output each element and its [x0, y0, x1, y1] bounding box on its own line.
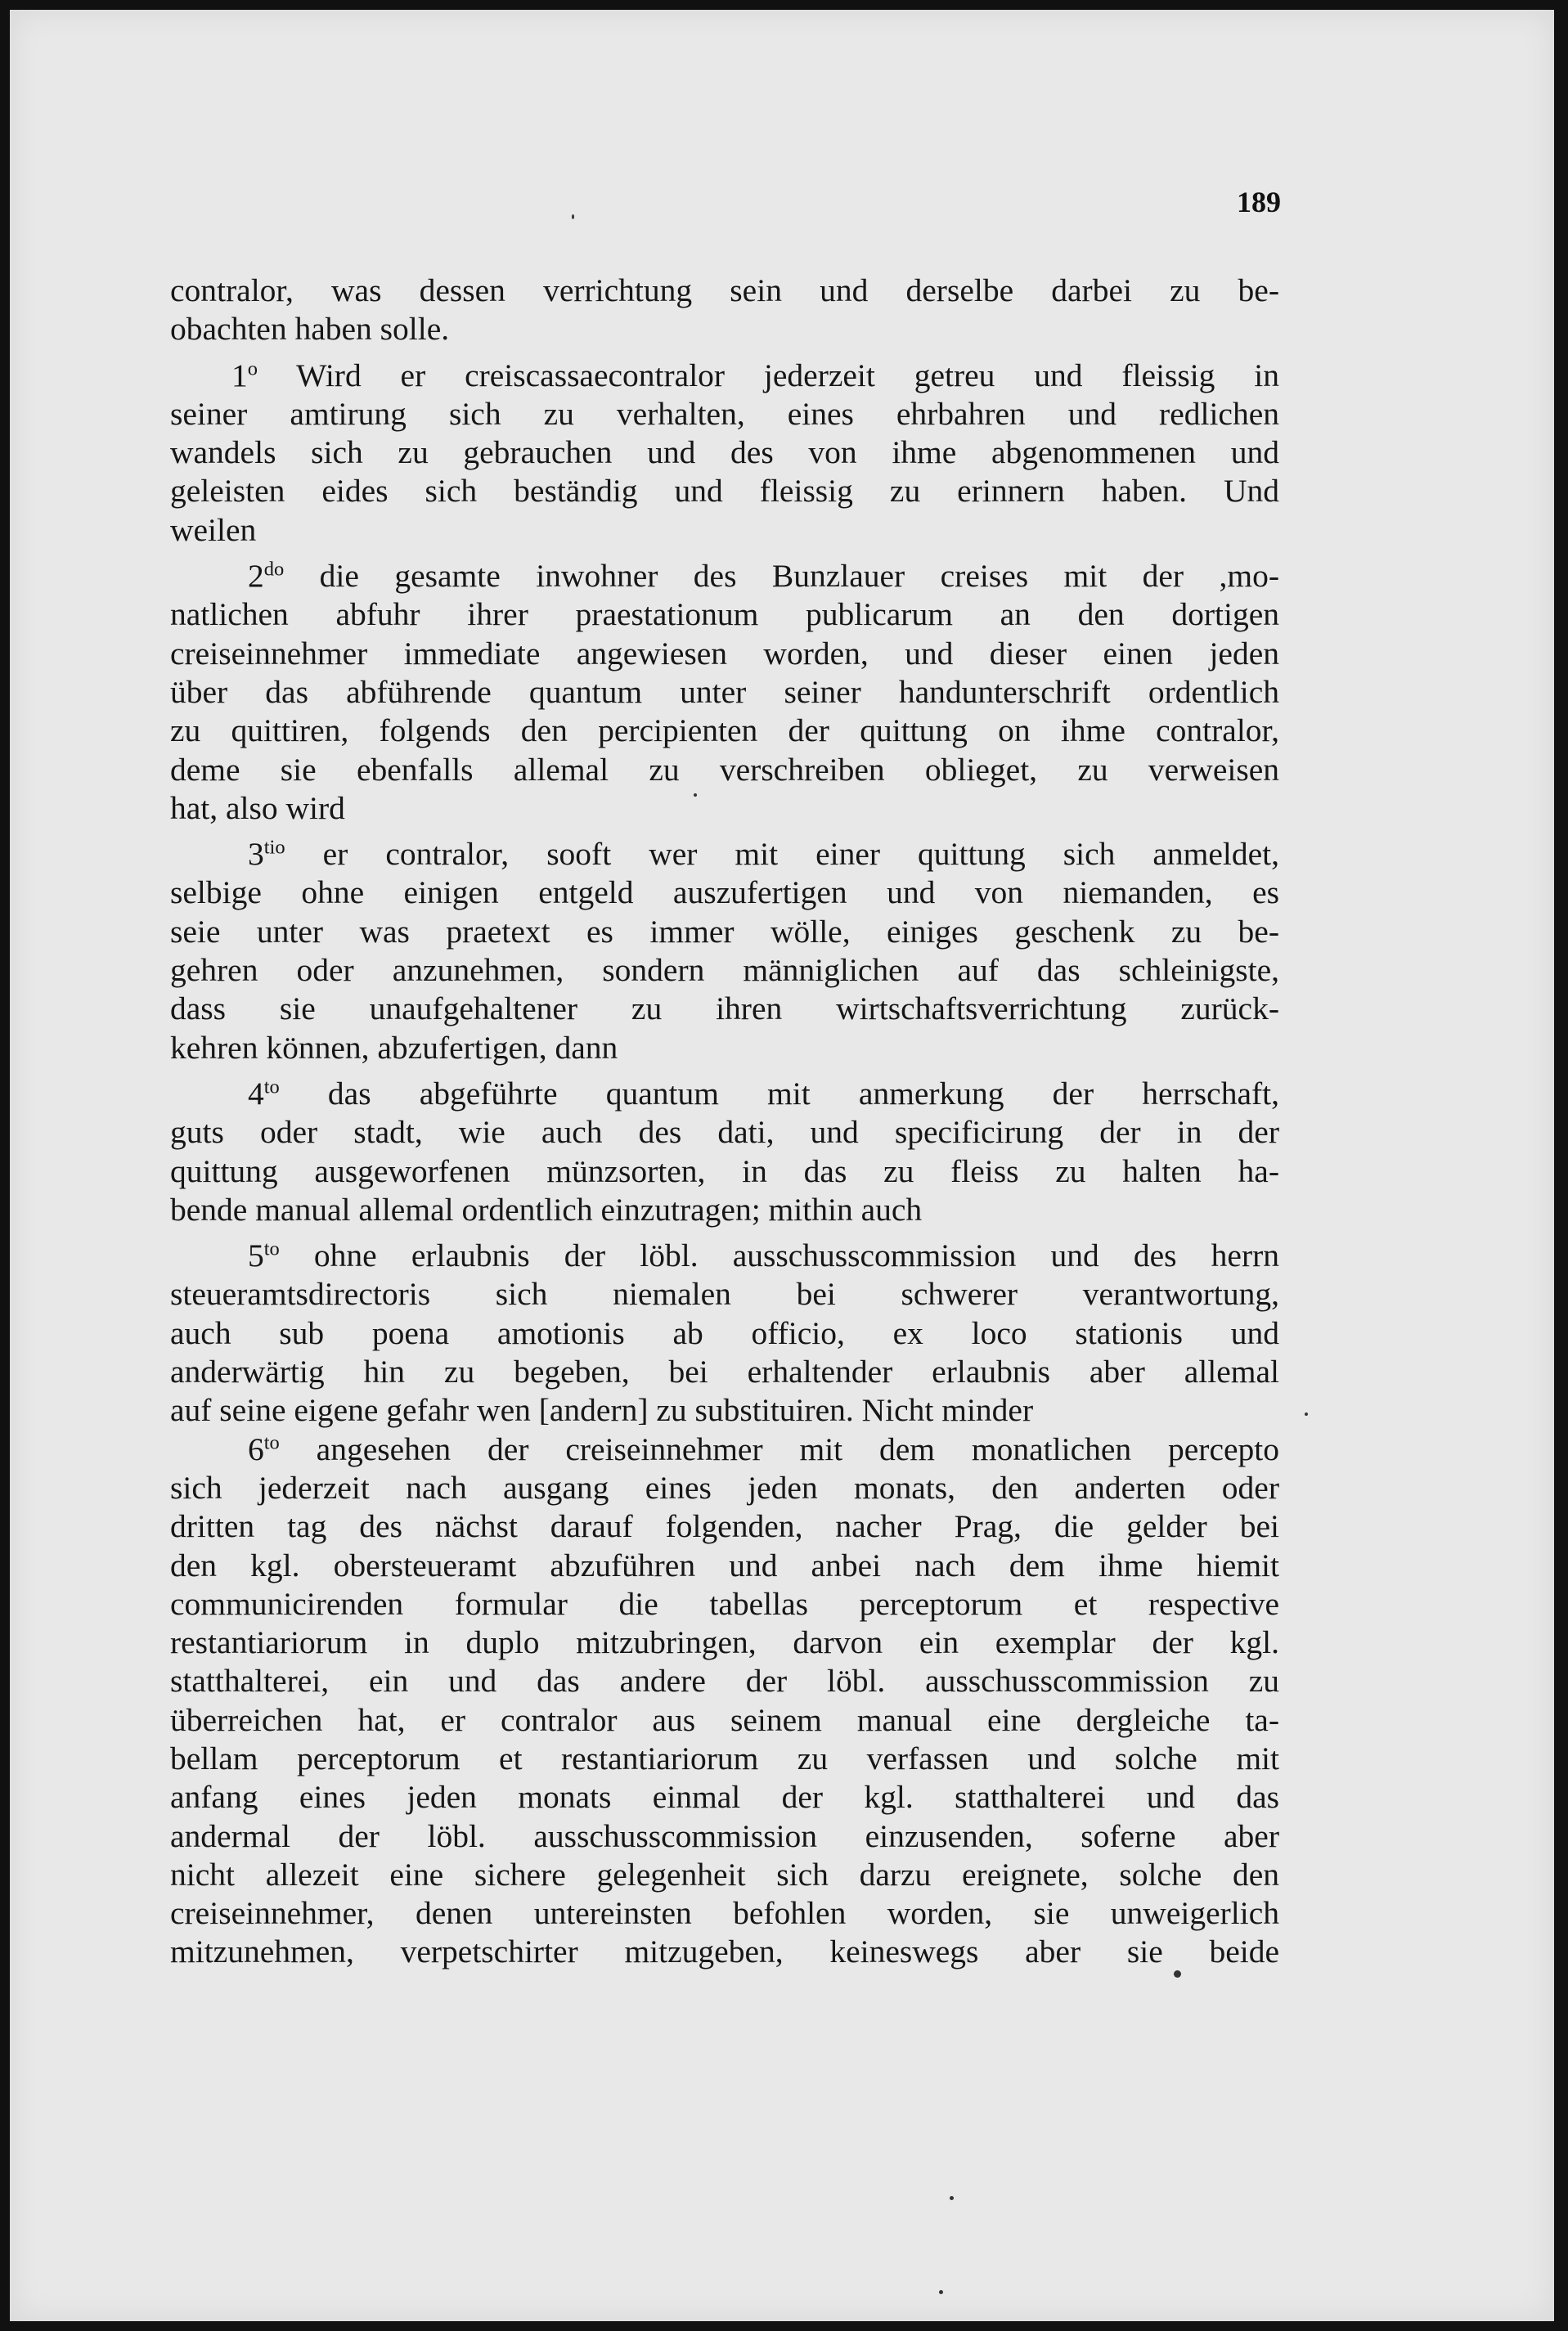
- paragraph: [170, 557, 1279, 828]
- text-line: hat, also wird: [170, 789, 345, 826]
- paragraph-number: 5: [248, 1237, 264, 1274]
- ordinal-suffix: do: [263, 558, 285, 581]
- text-line: creiseinnehmer, denen untereinsten befohlen worden, sie unweigerlich: [170, 1895, 1279, 1932]
- body-text: [170, 272, 1279, 1972]
- text-line: quittung ausgeworfenen münzsorten, in das zu fleiss zu halten ha-: [170, 1152, 1279, 1189]
- text-line: dass sie unaufgehaltener zu ihren wirtschaftsverrichtung zurück-: [170, 990, 1279, 1027]
- text-line: andermal der löbl. ausschusscommission einzusenden, soferne aber: [170, 1817, 1279, 1854]
- scan-speck: [572, 214, 574, 219]
- text-line: auf seine eigene gefahr wen [andern] zu substituiren. Nicht minder: [170, 1392, 1034, 1429]
- scan-speck: [694, 793, 697, 797]
- paragraph-number: 4: [248, 1075, 264, 1112]
- text-line: steueramtsdirectoris sich niemalen bei schwerer verantwortung,: [170, 1276, 1279, 1313]
- text-line: bende manual allemal ordentlich einzutragen; mithin auch: [170, 1191, 923, 1228]
- text-line: obachten haben solle.: [170, 311, 450, 348]
- text-line: $6^{to}$ angesehen der creiseinnehmer mit dem monatlichen percepto: [248, 1430, 1279, 1467]
- text-line: guts oder stadt, wie auch des dati, und specificirung der in der: [170, 1114, 1279, 1151]
- text-line: selbige ohne einigen entgeld auszufertigen und von niemanden, es: [170, 874, 1279, 911]
- page-number: 189: [1237, 186, 1281, 218]
- text-line: kehren können, abzufertigen, dann: [170, 1029, 618, 1066]
- text-line: creiseinnehmer immediate angewiesen worden, und dieser einen jeden: [170, 635, 1279, 671]
- text-line: restantiariorum in duplo mitzubringen, darvon ein exemplar der kgl.: [170, 1624, 1279, 1661]
- paragraph: [170, 1430, 1279, 1972]
- text-line: $4^{to}$ das abgeführte quantum mit anmerkung der herrschaft,: [248, 1075, 1280, 1112]
- text-line: gehren oder anzunehmen, sondern männiglichen auf das schleinigste,: [170, 952, 1279, 989]
- text-line: anfang eines jeden monats einmal der kgl. statthalterei und das: [170, 1779, 1279, 1816]
- paragraph: [170, 835, 1279, 1067]
- document-page: [10, 10, 1554, 2321]
- text-line: contralor, was dessen verrichtung sein und derselbe darbei zu be-: [170, 272, 1279, 308]
- paragraph: [170, 357, 1279, 550]
- text-line: dritten tag des nächst darauf folgenden, nacher Prag, die gelder bei: [170, 1508, 1279, 1545]
- paragraph: [170, 272, 1279, 349]
- text-line: bellam perceptorum et restantiariorum zu verfassen und solche mit: [170, 1740, 1279, 1776]
- scan-speck: [1305, 1413, 1308, 1416]
- text-line: seiner amtirung sich zu verhalten, eines ehrbahren und redlichen: [170, 395, 1279, 432]
- paragraph-number: 3: [248, 836, 264, 873]
- ordinal-suffix: tio: [263, 836, 285, 859]
- ordinal-suffix: to: [263, 1431, 280, 1454]
- text-line: nicht allezeit eine sichere gelegenheit sich darzu ereignete, solche den: [170, 1856, 1279, 1893]
- text-line: 1$^o$ Wird er creiscassaecontralor jederzeit getreu und fleissig in: [231, 357, 1279, 393]
- text-line: zu quittiren, folgends den percipienten der quittung on ihme contralor,: [170, 712, 1279, 749]
- text-line: sich jederzeit nach ausgang eines jeden monats, den anderten oder: [170, 1469, 1279, 1506]
- paragraph: [170, 1237, 1279, 1430]
- ordinal-suffix: to: [263, 1237, 280, 1260]
- text-line: statthalterei, ein und das andere der löbl. ausschusscommission zu: [170, 1663, 1279, 1700]
- text-line: weilen: [170, 511, 257, 548]
- paragraph-number: 1: [231, 357, 248, 393]
- scan-speck: [939, 2290, 943, 2294]
- paragraph-number: 2: [248, 558, 264, 595]
- text-line: geleisten eides sich beständig und fleissig zu erinnern haben. Und: [170, 473, 1279, 510]
- ordinal-suffix: to: [263, 1076, 280, 1098]
- text-line: auch sub poena amotionis ab officio, ex loco stationis und: [170, 1314, 1279, 1351]
- text-line: $3^{tio}$ er contralor, sooft wer mit einer quittung sich anmeldet,: [248, 836, 1280, 873]
- text-line: mitzunehmen, verpetschirter mitzugeben, keineswegs aber sie beide: [170, 1934, 1279, 1970]
- text-line: wandels sich zu gebrauchen und des von ihme abgenommenen und: [170, 434, 1279, 471]
- text-line: communicirenden formular die tabellas perceptorum et respective: [170, 1585, 1279, 1622]
- text-line: überreichen hat, er contralor aus seinem manual eine dergleiche ta-: [170, 1701, 1279, 1738]
- text-line: über das abführende quantum unter seiner handunterschrift ordentlich: [170, 673, 1279, 710]
- scan-speck: [1174, 1970, 1181, 1978]
- scan-speck: [950, 2196, 954, 2200]
- text-line: $2^{do}$ die gesamte inwohner des Bunzlauer creises mit der ,mo-: [248, 558, 1280, 595]
- text-line: deme sie ebenfalls allemal zu verschreiben oblieget, zu verweisen: [170, 751, 1279, 788]
- ordinal-suffix: o: [247, 357, 258, 380]
- text-line: $5^{to}$ ohne erlaubnis der löbl. ausschusscommission und des herrn: [248, 1237, 1279, 1274]
- paragraph: [170, 1075, 1279, 1229]
- text-line: seie unter was praetext es immer wölle, einiges geschenk zu be-: [170, 913, 1279, 950]
- paragraph-number: 6: [248, 1430, 264, 1467]
- text-line: anderwärtig hin zu begeben, bei erhaltender erlaubnis aber allemal: [170, 1354, 1279, 1390]
- text-line: den kgl. obersteueramt abzuführen und anbei nach dem ihme hiemit: [170, 1547, 1279, 1583]
- text-line: natlichen abfuhr ihrer praestationum publicarum an den dortigen: [170, 596, 1279, 633]
